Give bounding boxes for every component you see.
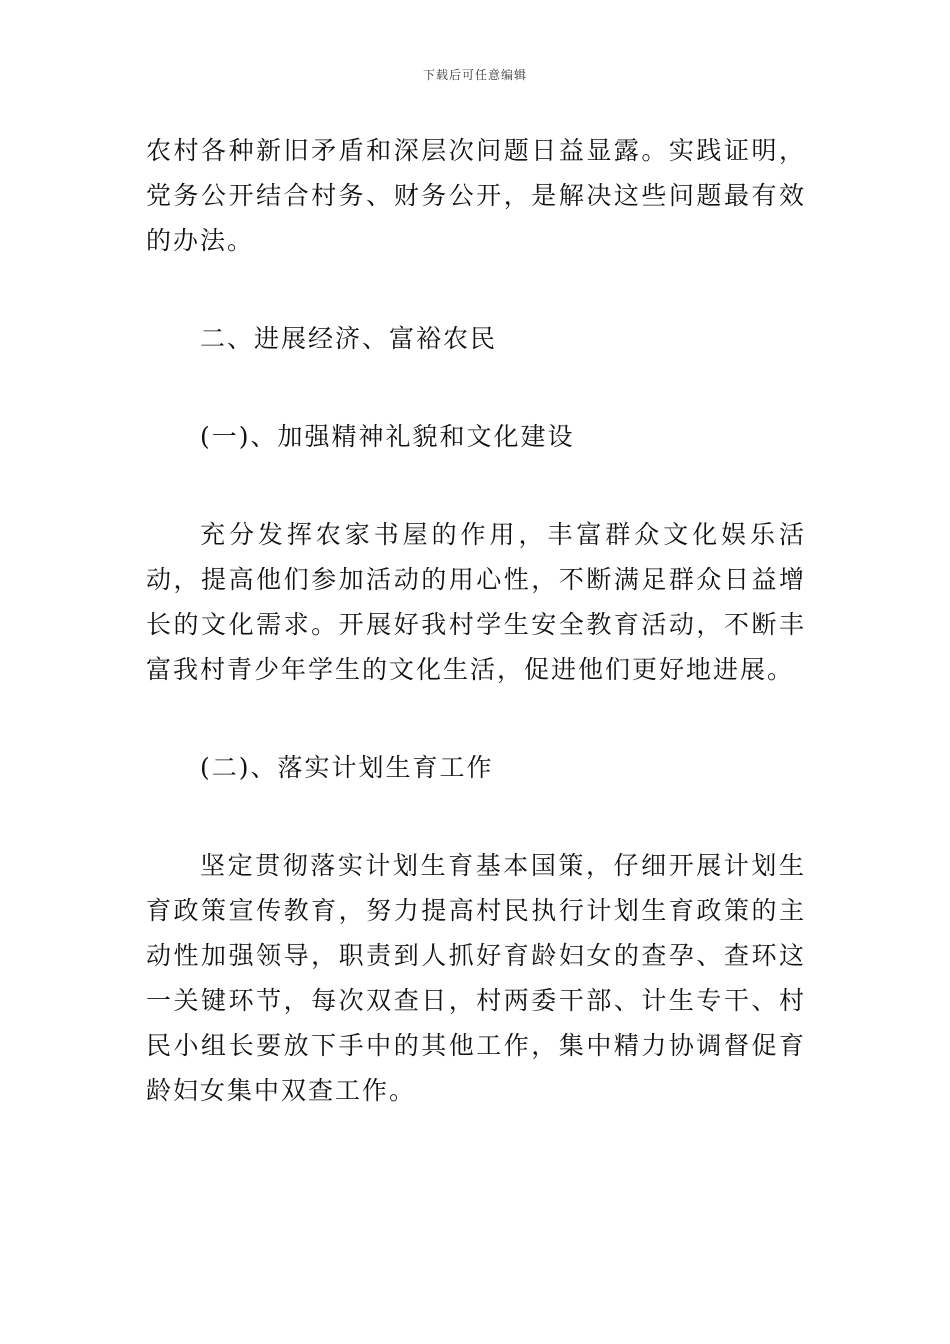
paragraph-3: 坚定贯彻落实计划生育基本国策，仔细开展计划生育政策宣传教育，努力提高村民执行计划生育政策的主动性加强领导，职责到人抓好育龄妇女的查孕、查环这一关键环节，每次双查日，村两委干部、计生专干、村民小组长要放下手中的其他工作，集中精力协调督促育龄妇女集中双查工作。 [146, 851, 806, 1105]
document-body [146, 128, 806, 1113]
page-header-note: 下载后可任意编辑 [422, 68, 527, 82]
section-heading-2: 二、进展经济、富裕农民 [200, 324, 498, 353]
subsection-heading-1: (一)、加强精神礼貌和文化建设 [200, 422, 575, 451]
subsection-heading-2: (二)、落实计划生育工作 [200, 753, 494, 782]
paragraph-1: 农村各种新旧矛盾和深层次问题日益显露。实践证明，党务公开结合村务、财务公开，是解决这些问题最有效的办法。 [146, 136, 806, 255]
paragraph-2: 充分发挥农家书屋的作用，丰富群众文化娱乐活动，提高他们参加活动的用心性，不断满足群众日益增长的文化需求。开展好我村学生安全教育活动，不断丰富我村青少年学生的文化生活，促进他们更好地进展。 [146, 520, 806, 684]
